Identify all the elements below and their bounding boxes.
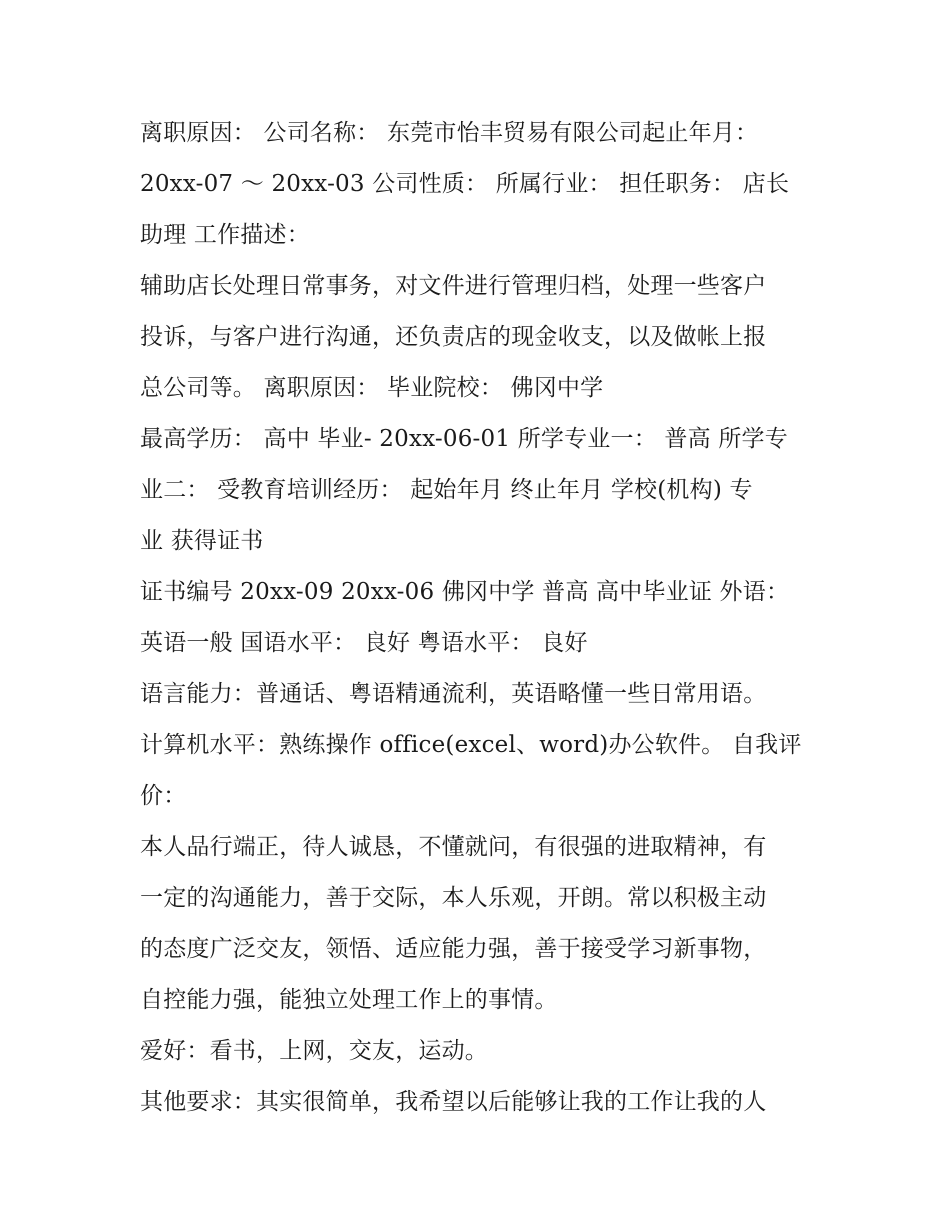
text-line: 自控能力强，能独立处理工作上的事情。: [140, 987, 558, 1013]
text-line: 爱好：看书，上网，交友，运动。: [140, 1038, 488, 1064]
text-line: 业二： 受教育培训经历： 起始年月 终止年月 学校(机构) 专: [140, 477, 753, 503]
text-line: 计算机水平：熟练操作 office(excel、word)办公软件。 自我评: [140, 732, 802, 758]
text-line: 其他要求：其实很简单，我希望以后能够让我的工作让我的人: [140, 1089, 767, 1115]
text-line: 辅助店长处理日常事务，对文件进行管理归档，处理一些客户: [140, 273, 767, 299]
text-line: 最高学历： 高中 毕业- 20xx-06-01 所学专业一： 普高 所学专: [140, 426, 788, 452]
text-line: 语言能力：普通话、粤语精通流利，英语略懂一些日常用语。: [140, 681, 767, 707]
text-line: 证书编号 20xx-09 20xx-06 佛冈中学 普高 高中毕业证 外语：: [140, 579, 790, 605]
text-line: 投诉，与客户进行沟通，还负责店的现金收支，以及做帐上报: [140, 324, 767, 350]
document-body: [140, 108, 820, 1128]
text-line: 离职原因： 公司名称： 东莞市怡丰贸易有限公司起止年月：: [140, 120, 759, 146]
text-line: 的态度广泛交友，领悟、适应能力强，善于接受学习新事物，: [140, 936, 767, 962]
text-line: 20xx-07 ～ 20xx-03 公司性质： 所属行业： 担任职务： 店长: [140, 171, 790, 197]
text-line: 一定的沟通能力，善于交际，本人乐观，开朗。常以积极主动: [140, 885, 767, 911]
text-line: 助理 工作描述：: [140, 222, 310, 248]
text-line: 总公司等。 离职原因： 毕业院校： 佛冈中学: [140, 375, 604, 401]
text-line: 业 获得证书: [140, 528, 264, 554]
text-line: 英语一般 国语水平： 良好 粤语水平： 良好: [140, 630, 588, 656]
text-line: 本人品行端正，待人诚恳，不懂就问，有很强的进取精神，有: [140, 834, 767, 860]
text-line: 价：: [140, 783, 187, 809]
